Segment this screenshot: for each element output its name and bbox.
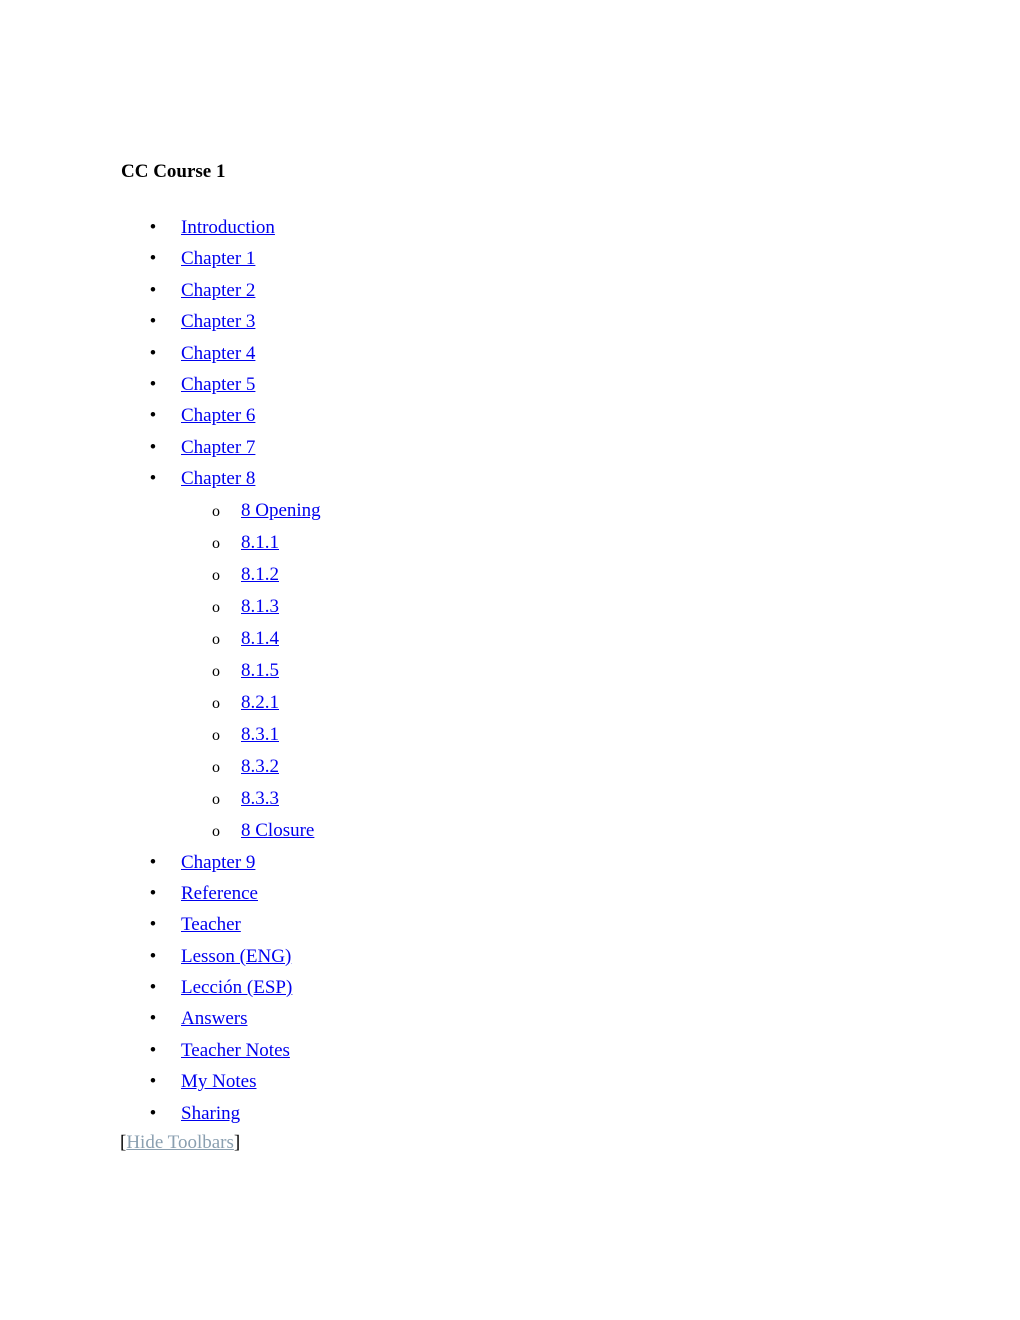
toc-item [0,243,1020,274]
bullet-icon: • [149,311,157,333]
toc-item [0,338,1020,369]
sub-item [0,751,1020,783]
toc-link-chapter-8[interactable]: Chapter 8 [181,468,256,490]
toc-link-introduction[interactable]: Introduction [181,217,275,238]
toc-item [0,1066,1020,1097]
circle-bullet-icon: o [212,822,220,840]
toc-link-my-notes[interactable]: My Notes [181,1071,257,1093]
toc-link-reference[interactable]: Reference [181,882,258,904]
circle-bullet-icon: o [212,694,220,712]
sub-link-8-opening[interactable]: 8 Opening [241,499,321,521]
bullet-icon: • [149,248,157,270]
bullet-icon: • [149,1102,157,1124]
toc-item [0,941,1020,972]
toolbar-toggle [120,1130,240,1156]
circle-bullet-icon: o [212,758,220,776]
bullet-icon: • [149,468,157,490]
bullet-icon: • [149,882,157,904]
circle-bullet-icon: o [212,534,220,552]
sub-item [0,591,1020,623]
circle-bullet-icon: o [212,790,220,808]
toc-item [0,847,1020,878]
toc-link-chapter-1[interactable]: Chapter 1 [181,248,256,270]
toc-link-chapter-4[interactable]: Chapter 4 [181,342,256,364]
toc-link-chapter-5[interactable]: Chapter 5 [181,373,256,395]
bullet-icon: • [149,851,157,873]
sub-item [0,815,1020,847]
sub-link-8-1-1[interactable]: 8.1.1 [241,531,279,553]
bullet-icon: • [149,1071,157,1093]
toc-item [0,972,1020,1003]
sub-item [0,719,1020,751]
circle-bullet-icon: o [212,502,220,520]
bullet-icon: • [149,373,157,395]
toc-link-teacher-notes[interactable]: Teacher Notes [181,1039,290,1061]
sub-item [0,687,1020,719]
sub-link-8-closure[interactable]: 8 Closure [241,819,315,841]
circle-bullet-icon: o [212,662,220,680]
bullet-icon: • [149,279,157,301]
sub-link-8-2-1[interactable]: 8.2.1 [241,691,279,713]
sub-item [0,783,1020,815]
toc-link-chapter-9[interactable]: Chapter 9 [181,851,256,873]
circle-bullet-icon: o [212,630,220,648]
toc-item-row [0,463,1020,494]
toc-item [0,1035,1020,1066]
circle-bullet-icon: o [212,598,220,616]
toc-link-chapter-6[interactable]: Chapter 6 [181,405,256,427]
open-bracket: [ [120,1132,127,1153]
table-of-contents [0,212,1020,1129]
circle-bullet-icon: o [212,566,220,584]
circle-bullet-icon: o [212,726,220,744]
toc-item [0,400,1020,431]
sub-item [0,623,1020,655]
toc-link-leccion-esp[interactable]: Lección (ESP) [181,977,293,999]
sub-link-8-1-3[interactable]: 8.1.3 [241,595,279,617]
toc-link-sharing[interactable]: Sharing [181,1102,241,1124]
bullet-icon: • [149,1008,157,1030]
toc-item [0,432,1020,463]
close-bracket: ] [233,1132,241,1153]
toc-item [0,1098,1020,1129]
toc-link-chapter-2[interactable]: Chapter 2 [181,279,256,301]
toc-item [0,306,1020,337]
bullet-icon: • [149,342,157,364]
sub-link-8-1-5[interactable]: 8.1.5 [241,659,279,681]
bullet-icon: • [149,977,157,999]
toc-item [0,212,1020,243]
toc-item [0,878,1020,909]
toc-link-teacher[interactable]: Teacher [181,914,241,936]
sub-item [0,527,1020,559]
hide-toolbars-link[interactable]: Hide Toolbars [126,1132,234,1153]
bullet-icon: • [149,1039,157,1061]
toc-link-chapter-7[interactable]: Chapter 7 [181,436,256,458]
sub-item [0,495,1020,527]
toc-item [0,909,1020,940]
sub-link-8-1-2[interactable]: 8.1.2 [241,563,279,585]
sub-link-8-3-3[interactable]: 8.3.3 [241,787,279,809]
bullet-icon: • [149,405,157,427]
sub-item [0,559,1020,591]
toc-item [0,1003,1020,1034]
page-title: CC Course 1 [121,161,226,182]
bullet-icon: • [149,945,157,967]
toc-link-lesson-eng[interactable]: Lesson (ENG) [181,945,292,967]
bullet-icon: • [149,217,157,238]
sub-item [0,655,1020,687]
bullet-icon: • [149,914,157,936]
sub-link-8-1-4[interactable]: 8.1.4 [241,627,279,649]
bullet-icon: • [149,436,157,458]
sub-link-8-3-1[interactable]: 8.3.1 [241,723,279,745]
toc-item [0,369,1020,400]
toc-item [0,275,1020,306]
toc-link-answers[interactable]: Answers [181,1008,248,1030]
sub-link-8-3-2[interactable]: 8.3.2 [241,755,279,777]
toc-link-chapter-3[interactable]: Chapter 3 [181,311,256,333]
chapter-8-sublist [0,495,1020,847]
toc-item-expanded [0,463,1020,846]
